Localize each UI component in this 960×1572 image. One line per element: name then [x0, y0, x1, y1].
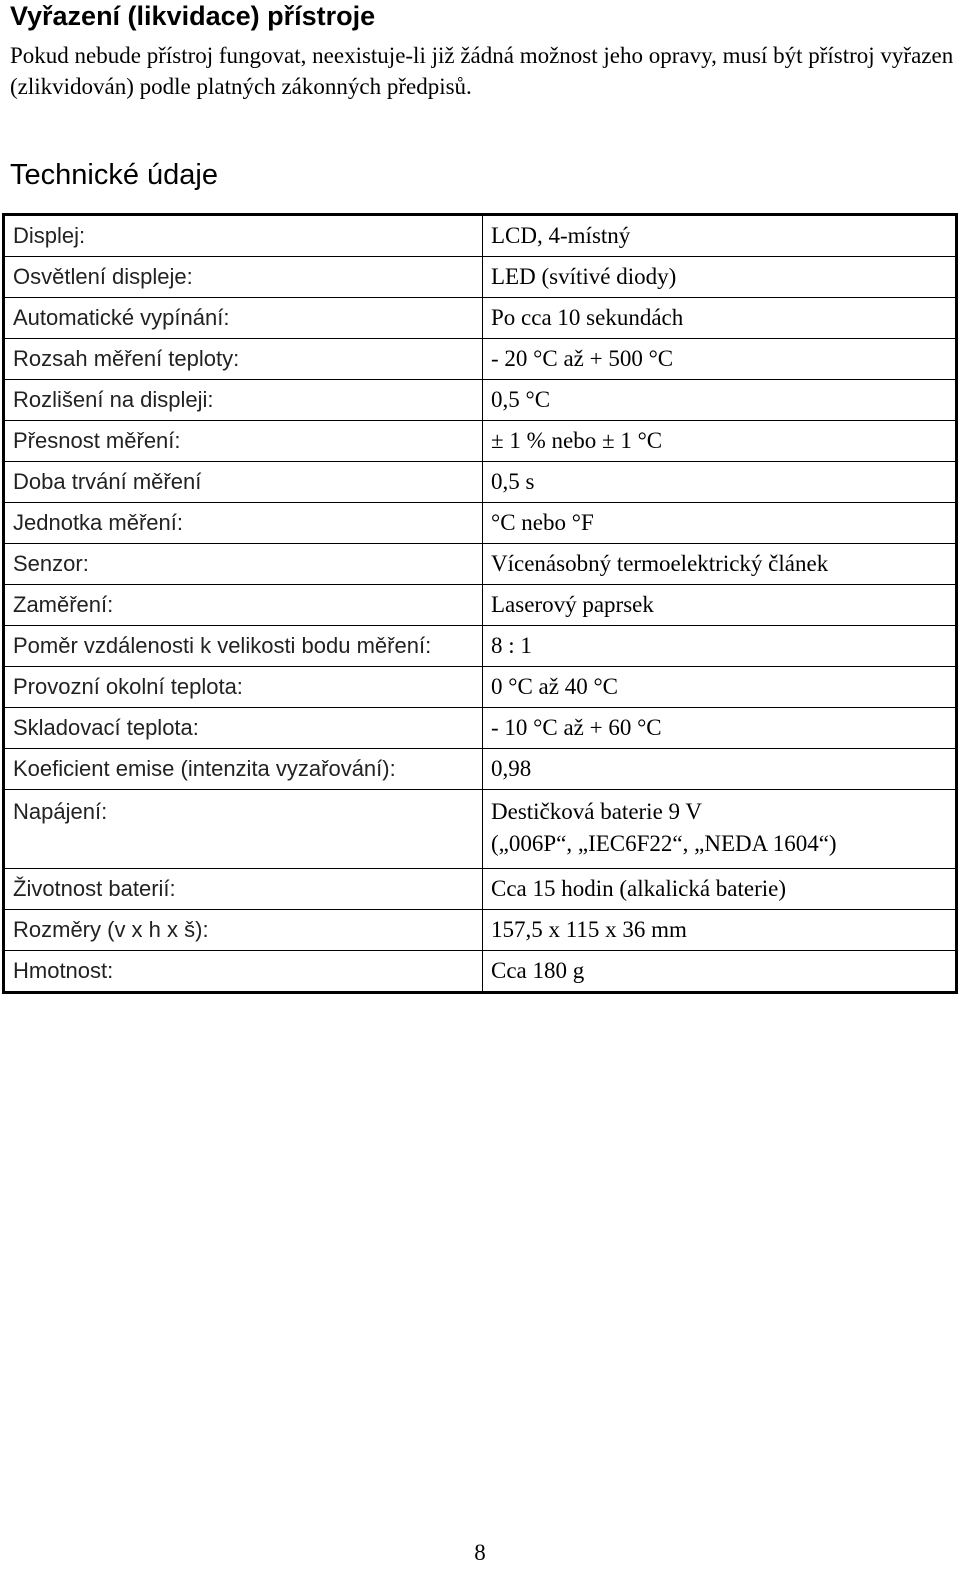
- spec-value: 8 : 1: [483, 626, 957, 667]
- spec-label: Skladovací teplota:: [4, 708, 483, 749]
- spec-label: Zaměření:: [4, 585, 483, 626]
- spec-label: Displej:: [4, 215, 483, 257]
- spec-label: Koeficient emise (intenzita vyzařování):: [4, 749, 483, 790]
- spec-value: Cca 180 g: [483, 951, 957, 993]
- spec-row-resolution: [4, 380, 957, 421]
- technical-specs-table: [2, 213, 958, 994]
- spec-row-dimensions: [4, 910, 957, 951]
- spec-value: Vícenásobný termoelektrický článek: [483, 544, 957, 585]
- spec-row-targeting: [4, 585, 957, 626]
- spec-value: LED (svítivé diody): [483, 257, 957, 298]
- spec-row-display: [4, 215, 957, 257]
- spec-value: 0,5 s: [483, 462, 957, 503]
- spec-value: 0,98: [483, 749, 957, 790]
- spec-label: Životnost baterií:: [4, 869, 483, 910]
- spec-label: Jednotka měření:: [4, 503, 483, 544]
- spec-row-battery-life: [4, 869, 957, 910]
- spec-row-auto-off: [4, 298, 957, 339]
- page-number: 8: [474, 1540, 486, 1565]
- spec-label: Provozní okolní teplota:: [4, 667, 483, 708]
- spec-value: - 20 °C až + 500 °C: [483, 339, 957, 380]
- spec-label: Rozsah měření teploty:: [4, 339, 483, 380]
- spec-label: Senzor:: [4, 544, 483, 585]
- spec-label: Hmotnost:: [4, 951, 483, 993]
- spec-row-emissivity: [4, 749, 957, 790]
- spec-label: Rozlišení na displeji:: [4, 380, 483, 421]
- spec-label: Přesnost měření:: [4, 421, 483, 462]
- spec-row-sensor: [4, 544, 957, 585]
- spec-value: - 10 °C až + 60 °C: [483, 708, 957, 749]
- spec-value: Po cca 10 sekundách: [483, 298, 957, 339]
- spec-label: Poměr vzdálenosti k velikosti bodu měření:: [4, 626, 483, 667]
- spec-row-accuracy: [4, 421, 957, 462]
- spec-label: Doba trvání měření: [4, 462, 483, 503]
- spec-row-storage-temp: [4, 708, 957, 749]
- spec-row-backlight: [4, 257, 957, 298]
- spec-value: ± 1 % nebo ± 1 °C: [483, 421, 957, 462]
- spec-value: 0,5 °C: [483, 380, 957, 421]
- spec-value: Laserový paprsek: [483, 585, 957, 626]
- technical-heading: Technické údaje: [10, 159, 218, 191]
- spec-row-duration: [4, 462, 957, 503]
- spec-label: Osvětlení displeje:: [4, 257, 483, 298]
- spec-row-ratio: [4, 626, 957, 667]
- spec-label: Rozměry (v x h x š):: [4, 910, 483, 951]
- spec-value: [483, 790, 957, 869]
- spec-value: Cca 15 hodin (alkalická baterie): [483, 869, 957, 910]
- spec-row-power: [4, 790, 957, 869]
- spec-value: °C nebo °F: [483, 503, 957, 544]
- spec-value: 157,5 x 115 x 36 mm: [483, 910, 957, 951]
- spec-label: Automatické vypínání:: [4, 298, 483, 339]
- spec-row-unit: [4, 503, 957, 544]
- spec-label: Napájení:: [4, 790, 483, 869]
- spec-row-operating-temp: [4, 667, 957, 708]
- spec-row-range: [4, 339, 957, 380]
- spec-value: 0 °C až 40 °C: [483, 667, 957, 708]
- disposal-text: Pokud nebude přístroj fungovat, neexistuje-li již žádná možnost jeho opravy, musí být přístroj vyřazen (zlikvidován) podle platných zákonných předpisů.: [10, 43, 954, 99]
- spec-value: LCD, 4-místný: [483, 215, 957, 257]
- disposal-heading: Vyřazení (likvidace) přístroje: [10, 1, 376, 31]
- spec-value-line: („006P“, „IEC6F22“, „NEDA 1604“): [491, 831, 837, 856]
- spec-value-line: Destičková baterie 9 V: [491, 799, 702, 824]
- spec-row-weight: [4, 951, 957, 993]
